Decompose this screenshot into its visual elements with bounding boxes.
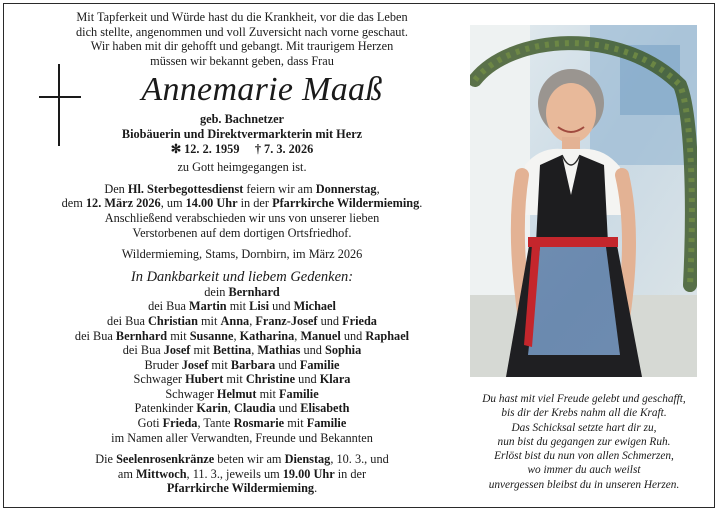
mourner-line: dein Bernhard [204,284,280,299]
rosary-text: Die Seelenrosenkränze beten wir am Dienstag, 10. 3., und am Mittwoch, 11. 3., jeweils um 19.00 Uhr in der Pfarrkirche Wildermieming. [95,452,389,496]
deceased-name: Annemarie Maaß [141,71,383,109]
passed-text: zu Gott heimgegangen ist. [177,160,307,175]
mourner-line: Goti Frieda, Tante Rosmarie mit Familie [137,416,347,431]
portrait-photo [470,25,697,377]
intro-text: Mit Tapferkeit und Würde hast du die Krankheit, vor die das Leben dich stellte, angenommen und voll Zuversicht nach vorne geschaut. Wir haben mit dir gehofft und gebangt. Mit traurigem Herzen müssen wir bekannt geben, dass Frau [76,10,408,68]
mourner-line: dei Bua Josef mit Bettina, Mathias und Sophia [122,343,362,358]
mourners-heading: In Dankbarkeit und liebem Gedenken: [130,268,354,285]
mourner-line: Patenkinder Karin, Claudia und Elisabeth [134,401,350,416]
birth-name: geb. Bachnetzer [199,112,284,127]
obituary-notice [3,3,715,508]
life-dates: ✻ 12. 2. 1959 † 7. 3. 2026 [170,141,314,156]
mourner-line: Bruder Josef mit Barbara und Familie [144,357,340,372]
place-date: Wildermieming, Stams, Dornbirn, im März 2026 [121,247,363,262]
mourners-list [22,285,462,446]
mourner-line: dei Bua Christian mit Anna, Franz-Josef und Frieda [107,313,377,328]
mourner-line: Schwager Helmut mit Familie [165,386,319,401]
mourner-line: dei Bua Martin mit Lisi und Michael [148,299,336,314]
occupation: Biobäuerin und Direktvermarkterin mit Herz [121,126,363,141]
mourner-line: Schwager Hubert mit Christine und Klara [133,372,351,387]
mourner-line: dei Bua Bernhard mit Susanne, Katharina, Manuel und Raphael [74,328,410,343]
notice-text-column [22,10,462,496]
poem: Du hast mit viel Freude gelebt und geschafft, bis dir der Krebs nahm all die Kraft. Das Schicksal setzte hart dir zu, nun bist du gegangen zur ewigen Ruh. Erlöst bist du nun von allen Schmerzen, wo immer du auch weilst unvergessen bleibst du in unseren Herzen. [482,393,686,491]
funeral-service-text: Den Hl. Sterbegottesdienst feiern wir am Donnerstag, dem 12. März 2026, um 14.00 Uhr in der Pfarrkirche Wildermieming. Anschließend verabschieden wir uns von unserer lieben Verstorbenen auf dem dortigen Ortsfriedhof. [61,181,423,240]
mourner-line: im Namen aller Verwandten, Freunde und Bekannten [111,430,373,445]
